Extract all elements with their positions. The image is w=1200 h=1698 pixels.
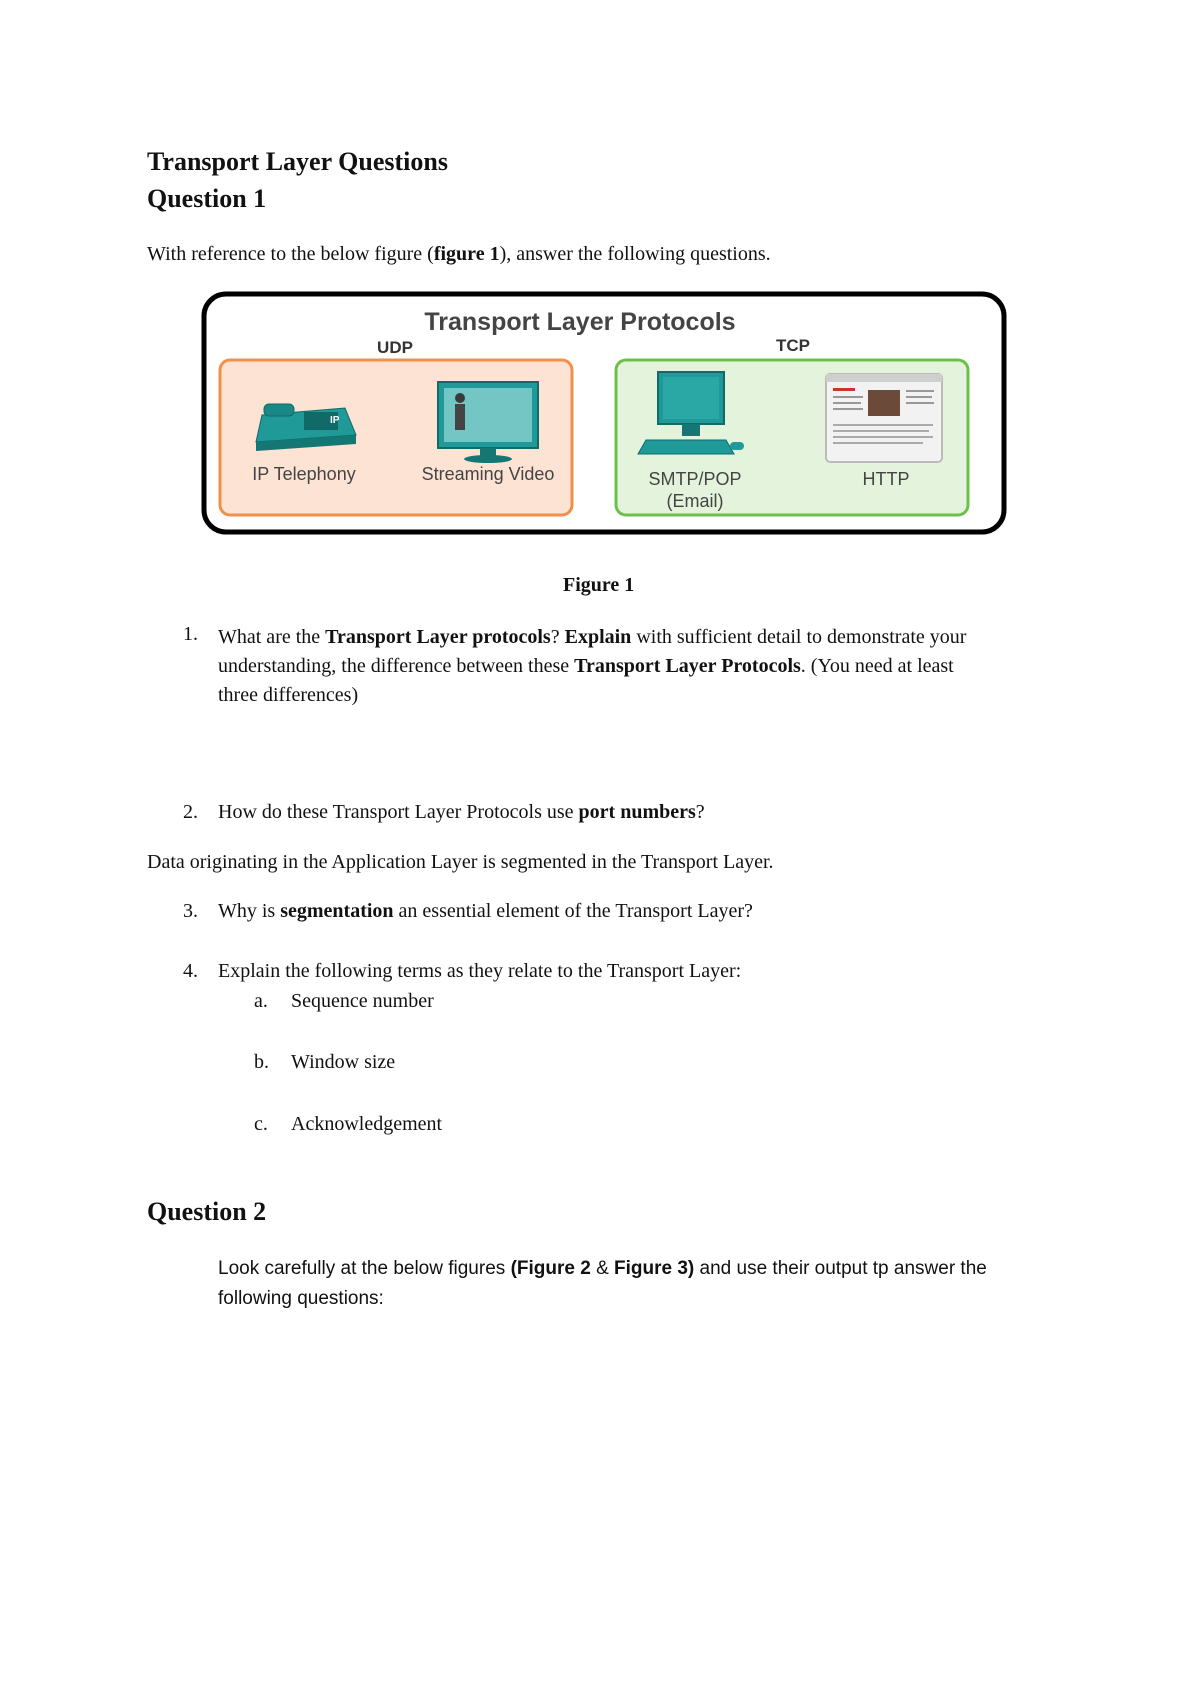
question-2-heading: Question 2 [147, 1197, 267, 1226]
sub-item-acknowledgement: Acknowledgement [291, 1113, 443, 1135]
ip-telephony-label: IP Telephony [252, 464, 356, 484]
sub-item-sequence-number: Sequence number [291, 990, 434, 1012]
ip-phone-icon [256, 404, 356, 451]
sub-letter: c. [254, 1113, 268, 1135]
question-2-intro: Look carefully at the below figures (Figure 2 & Figure 3) and use their output tp answer the following questions: [218, 1258, 987, 1309]
figure-title: Transport Layer Protocols [424, 308, 736, 336]
phone-badge: IP [330, 415, 340, 426]
tcp-label: TCP [776, 336, 810, 355]
udp-label: UDP [377, 338, 413, 357]
question-1-2: How do these Transport Layer Protocols use port numbers? [218, 801, 705, 823]
question-1-1: What are the Transport Layer protocols? Explain with sufficient detail to demonstrate your understanding, the difference between these Transport Layer Protocols. (You need at least three differences) [218, 626, 967, 706]
question-1-heading: Question 1 [147, 184, 267, 213]
figure-1-diagram [200, 290, 1010, 540]
sub-letter: a. [254, 990, 268, 1012]
question-1-4: Explain the following terms as they relate to the Transport Layer: [218, 960, 742, 982]
list-number: 4. [183, 960, 198, 982]
data-note: Data originating in the Application Layer is segmented in the Transport Layer. [147, 851, 774, 873]
email-label: (Email) [666, 491, 724, 511]
web-page-icon [826, 374, 942, 462]
list-number: 3. [183, 900, 198, 922]
document-title: Transport Layer Questions [147, 147, 448, 176]
http-label: HTTP [862, 469, 910, 489]
list-number: 1. [183, 623, 198, 645]
question-1-intro: With reference to the below figure (figure 1), answer the following questions. [147, 243, 771, 265]
figure-1-caption: Figure 1 [563, 574, 635, 596]
list-number: 2. [183, 801, 198, 823]
sub-item-window-size: Window size [291, 1051, 396, 1073]
streaming-video-label: Streaming Video [421, 464, 555, 484]
sub-letter: b. [254, 1051, 269, 1073]
smtp-pop-label: SMTP/POP [648, 469, 742, 489]
question-1-3: Why is segmentation an essential element of the Transport Layer? [218, 900, 753, 922]
